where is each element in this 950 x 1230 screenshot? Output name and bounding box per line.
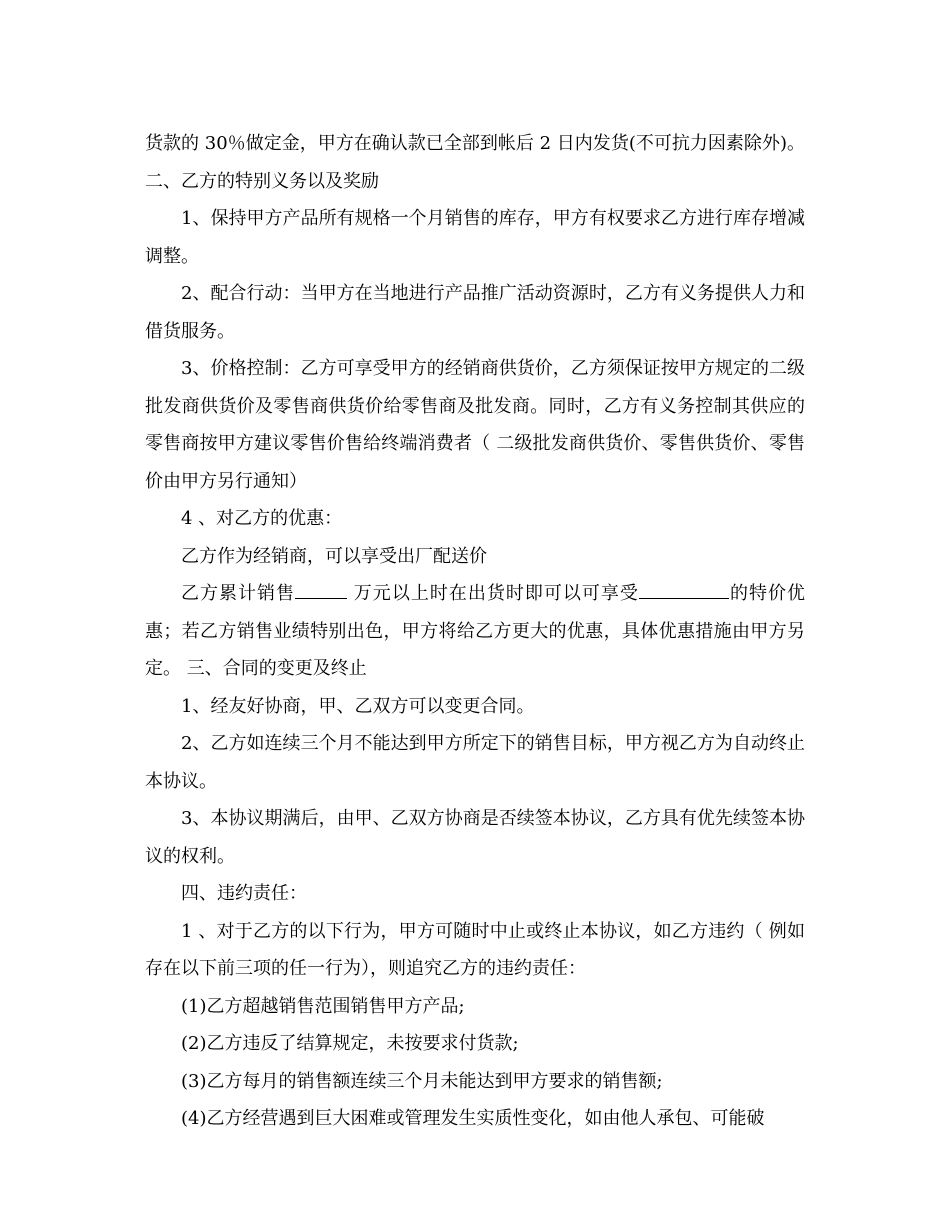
paragraph: 1、经友好协商，甲、乙双方可以变更合同。 xyxy=(181,695,535,717)
paragraph: 1、保持甲方产品所有规格一个月销售的库存，甲方有权要求乙方进行库存增减调整。 xyxy=(145,208,805,267)
paragraph: 1 、对于乙方的以下行为，甲方可随时中止或终止本协议，如乙方违约（ 例如存在以下前三项的任一行为），则追究乙方的违约责任： xyxy=(145,920,805,979)
paragraph: 货款的 30％做定金，甲方在确认款已全部到帐后 2 日内发货(不可抗力因素除外)。 二、乙方的特别义务以及奖励 xyxy=(145,133,805,192)
discount-text-1: 乙方累计销售 xyxy=(181,583,296,604)
list-item: (1)乙方超越销售范围销售甲方产品; xyxy=(181,995,465,1017)
list-item: (4)乙方经营遇到巨大困难或管理发生实质性变化，如由他人承包、可能破 xyxy=(181,1108,765,1129)
discount-text-3: 的特价优惠；若乙方销售业绩特别出色，甲方将给乙方更大的优惠，具体优惠措施由甲方另定。 三、合同的变更及终止 xyxy=(145,583,805,679)
paragraph: 乙方作为经销商，可以享受出厂配送价 xyxy=(181,545,487,567)
paragraph: 2、配合行动：当甲方在当地进行产品推广活动资源时，乙方有义务提供人力和借货服务。 xyxy=(145,283,805,342)
discount-paragraph xyxy=(145,575,805,688)
discount-rate-blank xyxy=(639,582,729,599)
paragraph: 2、乙方如连续三个月不能达到甲方所定下的销售目标，甲方视乙方为自动终止本协议。 xyxy=(145,733,805,792)
list-item: (2)乙方违反了结算规定，未按要求付货款; xyxy=(181,1033,519,1054)
section-heading: 四、违约责任： xyxy=(181,883,307,904)
list-item: (3)乙方每月的销售额连续三个月未能达到甲方要求的销售额; xyxy=(181,1070,663,1092)
discount-text-2: 万元以上时在出货时即可以可享受 xyxy=(347,583,639,604)
document-body xyxy=(145,125,805,1138)
paragraph: 3、价格控制：乙方可享受甲方的经销商供货价，乙方须保证按甲方规定的二级批发商供货价及零售商供货价给零售商及批发商。同时，乙方有义务控制其供应的零售商按甲方建议零售价售给终端消费者（ 二级批发商供货价、零售供货价、零售价由甲方另行通知） xyxy=(145,358,805,492)
sales-amount-blank xyxy=(295,582,347,599)
paragraph: 3、本协议期满后，由甲、乙双方协商是否续签本协议，乙方具有优先续签本协议的权利。 xyxy=(145,808,805,867)
paragraph: 4 、对乙方的优惠： xyxy=(181,508,343,529)
